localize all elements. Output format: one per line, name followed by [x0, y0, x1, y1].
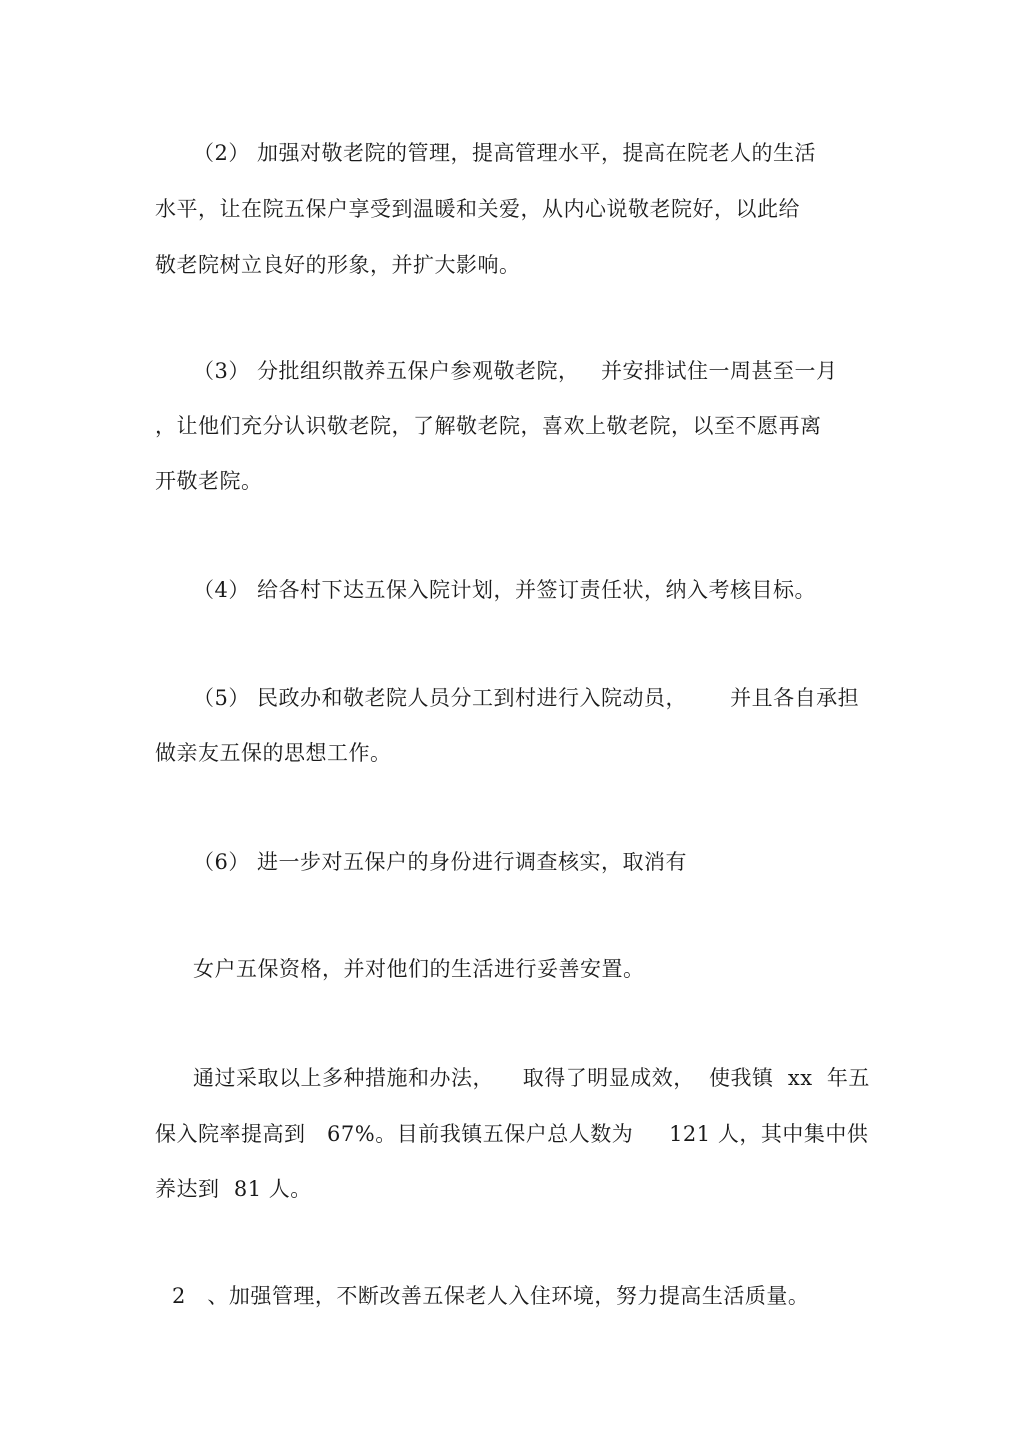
paragraph-3-line-1: （3） 分批组织散养五保户参观敬老院， 并安排试住一周甚至一月: [193, 359, 838, 383]
section-2-heading: 2 、加强管理，不断改善五保老人入住环境，努力提高生活质量。: [172, 1284, 810, 1308]
paragraph-6-continuation: 女户五保资格，并对他们的生活进行妥善安置。: [193, 957, 645, 981]
paragraph-5-line-2: 做亲友五保的思想工作。: [155, 741, 392, 765]
paragraph-3-line-2: ，让他们充分认识敬老院，了解敬老院，喜欢上敬老院，以至不愿再离: [155, 414, 822, 438]
paragraph-6-line-1: （6） 进一步对五保户的身份进行调查核实，取消有: [193, 850, 688, 874]
summary-line-1: 通过采取以上多种措施和办法， 取得了明显成效， 使我镇 xx 年五: [193, 1066, 870, 1090]
paragraph-2-line-2: 水平，让在院五保户享受到温暖和关爱，从内心说敬老院好，以此给: [155, 197, 800, 221]
paragraph-4-line-1: （4） 给各村下达五保入院计划，并签订责任状，纳入考核目标。: [193, 578, 817, 602]
paragraph-2-line-3: 敬老院树立良好的形象，并扩大影响。: [155, 253, 521, 277]
paragraph-5-line-1: （5） 民政办和敬老院人员分工到村进行入院动员， 并且各自承担: [193, 686, 860, 710]
summary-line-2: 保入院率提高到 67%。目前我镇五保户总人数为 121 人，其中集中供: [155, 1122, 869, 1146]
paragraph-2-line-1: （2） 加强对敬老院的管理，提高管理水平，提高在院老人的生活: [193, 141, 817, 165]
summary-line-3: 养达到 81 人。: [155, 1177, 312, 1201]
paragraph-3-line-3: 开敬老院。: [155, 469, 263, 493]
